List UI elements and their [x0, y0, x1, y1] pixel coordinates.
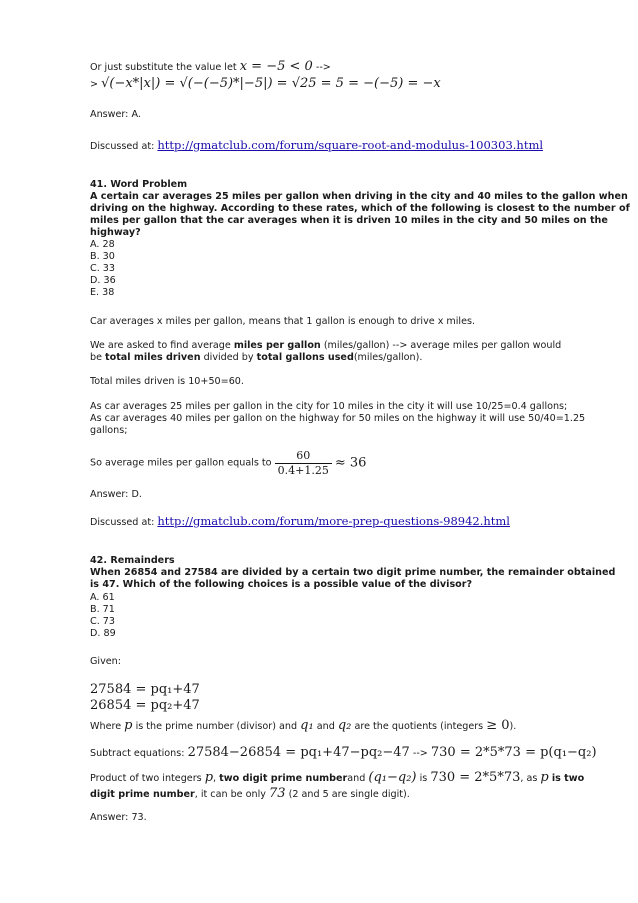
fraction: [275, 449, 332, 478]
text-run: -->: [412, 748, 428, 759]
text-run: , it can be only: [194, 789, 266, 800]
text-run-bold: total miles driven: [105, 352, 201, 363]
discussed-line-2: [90, 515, 510, 529]
math-p: p: [540, 770, 549, 785]
discussed-line-1: [90, 139, 543, 153]
q41-choice: C. 33: [90, 263, 116, 274]
forum-link-1[interactable]: http://gmatclub.com/forum/square-root-and-modulus-100303.html: [157, 138, 544, 152]
q41-question-line: driving on the highway. According to these rates, which of the following is closest to the number of: [90, 203, 630, 214]
q41-explain-3: [90, 352, 422, 364]
q42-choice: A. 61: [90, 592, 115, 603]
text-run-bold: is two: [551, 773, 585, 784]
substitute-text: Or just substitute the value let: [90, 62, 237, 73]
discussed-label: Discussed at:: [90, 517, 155, 528]
q42-heading: 42. Remainders: [90, 555, 175, 566]
equation-1: 27584 = pq₁+47: [90, 682, 200, 697]
q41-choice: B. 30: [90, 251, 115, 262]
text-run: be: [90, 352, 106, 363]
q42-choice: C. 73: [90, 616, 116, 627]
text-run: , as: [520, 773, 538, 784]
q42-question-line: When 26854 and 27584 are divided by a certain two digit prime number, the remainder obtained: [90, 567, 616, 578]
q41-question-line: A certain car averages 25 miles per gallon when driving in the city and 40 miles to the gallon when: [90, 191, 628, 202]
q42-equation-2: [90, 698, 200, 714]
math-q1: q₁: [300, 718, 314, 733]
discussed-label: Discussed at:: [90, 141, 155, 152]
answer-73: Answer: 73.: [90, 812, 147, 823]
forum-link-2[interactable]: http://gmatclub.com/forum/more-prep-questions-98942.html: [157, 514, 510, 528]
text-run-bold: miles per gallon: [233, 340, 321, 351]
math-q2: q₂: [337, 718, 352, 733]
approx-value: ≈ 36: [334, 455, 367, 471]
substitute-math: x = −5 < 0: [239, 59, 313, 74]
text-run: ,: [213, 773, 220, 784]
answer-a: Answer: A.: [90, 109, 141, 120]
q41-highway-line: gallons;: [90, 425, 128, 436]
q41-explain-2: [90, 340, 561, 352]
root-math: √(−x*|x|) = √(−(−5)*|−5|) = √25 = 5 = −(−5) = −x: [101, 76, 441, 91]
product-math: 730 = 2*5*73: [430, 770, 521, 785]
subtract-math: 27584−26854 = pq₁+47−pq₂−47: [187, 745, 410, 760]
text-run: is the prime number (divisor) and: [135, 721, 298, 732]
text-run: Product of two integers: [90, 773, 202, 784]
text-run: and: [347, 773, 366, 784]
math-p: p: [124, 718, 133, 733]
text-run: is: [419, 773, 428, 784]
text-run-bold: two digit prime number: [219, 773, 348, 784]
math-p: p: [204, 770, 214, 785]
q41-choice: A. 28: [90, 239, 115, 250]
q41-choice: D. 36: [90, 275, 116, 286]
text-run: are the quotients (integers: [354, 721, 484, 732]
text-run: (miles/gallon) --> average miles per gallon would: [320, 340, 562, 351]
text-run: divided by: [200, 352, 257, 363]
q41-choice: E. 38: [90, 287, 115, 298]
text-run-bold: total gallons used: [256, 352, 354, 363]
q41-highway-line: As car averages 40 miles per gallon on the highway for 50 miles on the highway it will use 50/40=1.25: [90, 413, 586, 424]
root-line: > √(−x*|x|) = √(−(−5)*|−5|) = √25 = 5 = −(−5) = −x: [90, 76, 441, 91]
text-run: ).: [509, 721, 517, 732]
q42-choice: D. 89: [90, 628, 116, 639]
subtract-result: 730 = 2*5*73 = p(q₁−q₂): [430, 745, 597, 760]
text-run: Subtract equations:: [90, 748, 185, 759]
so-text: So average miles per gallon equals to: [90, 457, 272, 469]
fraction-numerator: 60: [275, 449, 332, 464]
text-run-bold: digit prime number: [90, 789, 195, 800]
substitute-arrow: -->: [315, 62, 331, 73]
math-geq: ≥ 0: [486, 718, 510, 733]
q41-total: Total miles driven is 10+50=60.: [90, 376, 244, 387]
q42-digit-line: [90, 787, 410, 802]
fraction-denominator: 0.4+1.25: [277, 464, 329, 477]
q41-question-line: miles per gallon that the car averages when it is driven 10 miles in the city and 50 miles on the: [90, 215, 608, 226]
text-run: Where: [90, 721, 122, 732]
q41-average-line: [90, 449, 366, 478]
q42-given: Given:: [90, 656, 121, 667]
answer-d: Answer: D.: [90, 489, 142, 500]
q42-choice: B. 71: [90, 604, 115, 615]
q41-heading: 41. Word Problem: [90, 179, 188, 190]
q41-question-line: highway?: [90, 227, 141, 238]
q41-explain-1: Car averages x miles per gallon, means that 1 gallon is enough to drive x miles.: [90, 316, 476, 327]
q42-subtract-line: [90, 746, 597, 761]
text-run: We are asked to find average: [90, 340, 234, 351]
substitute-line: [90, 61, 331, 74]
text-run: and: [316, 721, 335, 732]
q42-equation-1: [90, 682, 200, 698]
q42-question-line: is 47. Which of the following choices is a possible value of the divisor?: [90, 579, 473, 590]
math-q-diff: (q₁−q₂): [368, 770, 417, 785]
q41-city-line: As car averages 25 miles per gallon in the city for 10 miles in the city it will use 10/25=0.4 gallons;: [90, 401, 568, 412]
text-run: (miles/gallon).: [353, 352, 423, 363]
equation-2: 26854 = pq₂+47: [90, 698, 200, 713]
q42-where-line: [90, 719, 516, 734]
math-73: 73: [269, 786, 286, 801]
text-run: (2 and 5 are single digit).: [288, 789, 410, 800]
q42-product-line: [90, 771, 584, 786]
